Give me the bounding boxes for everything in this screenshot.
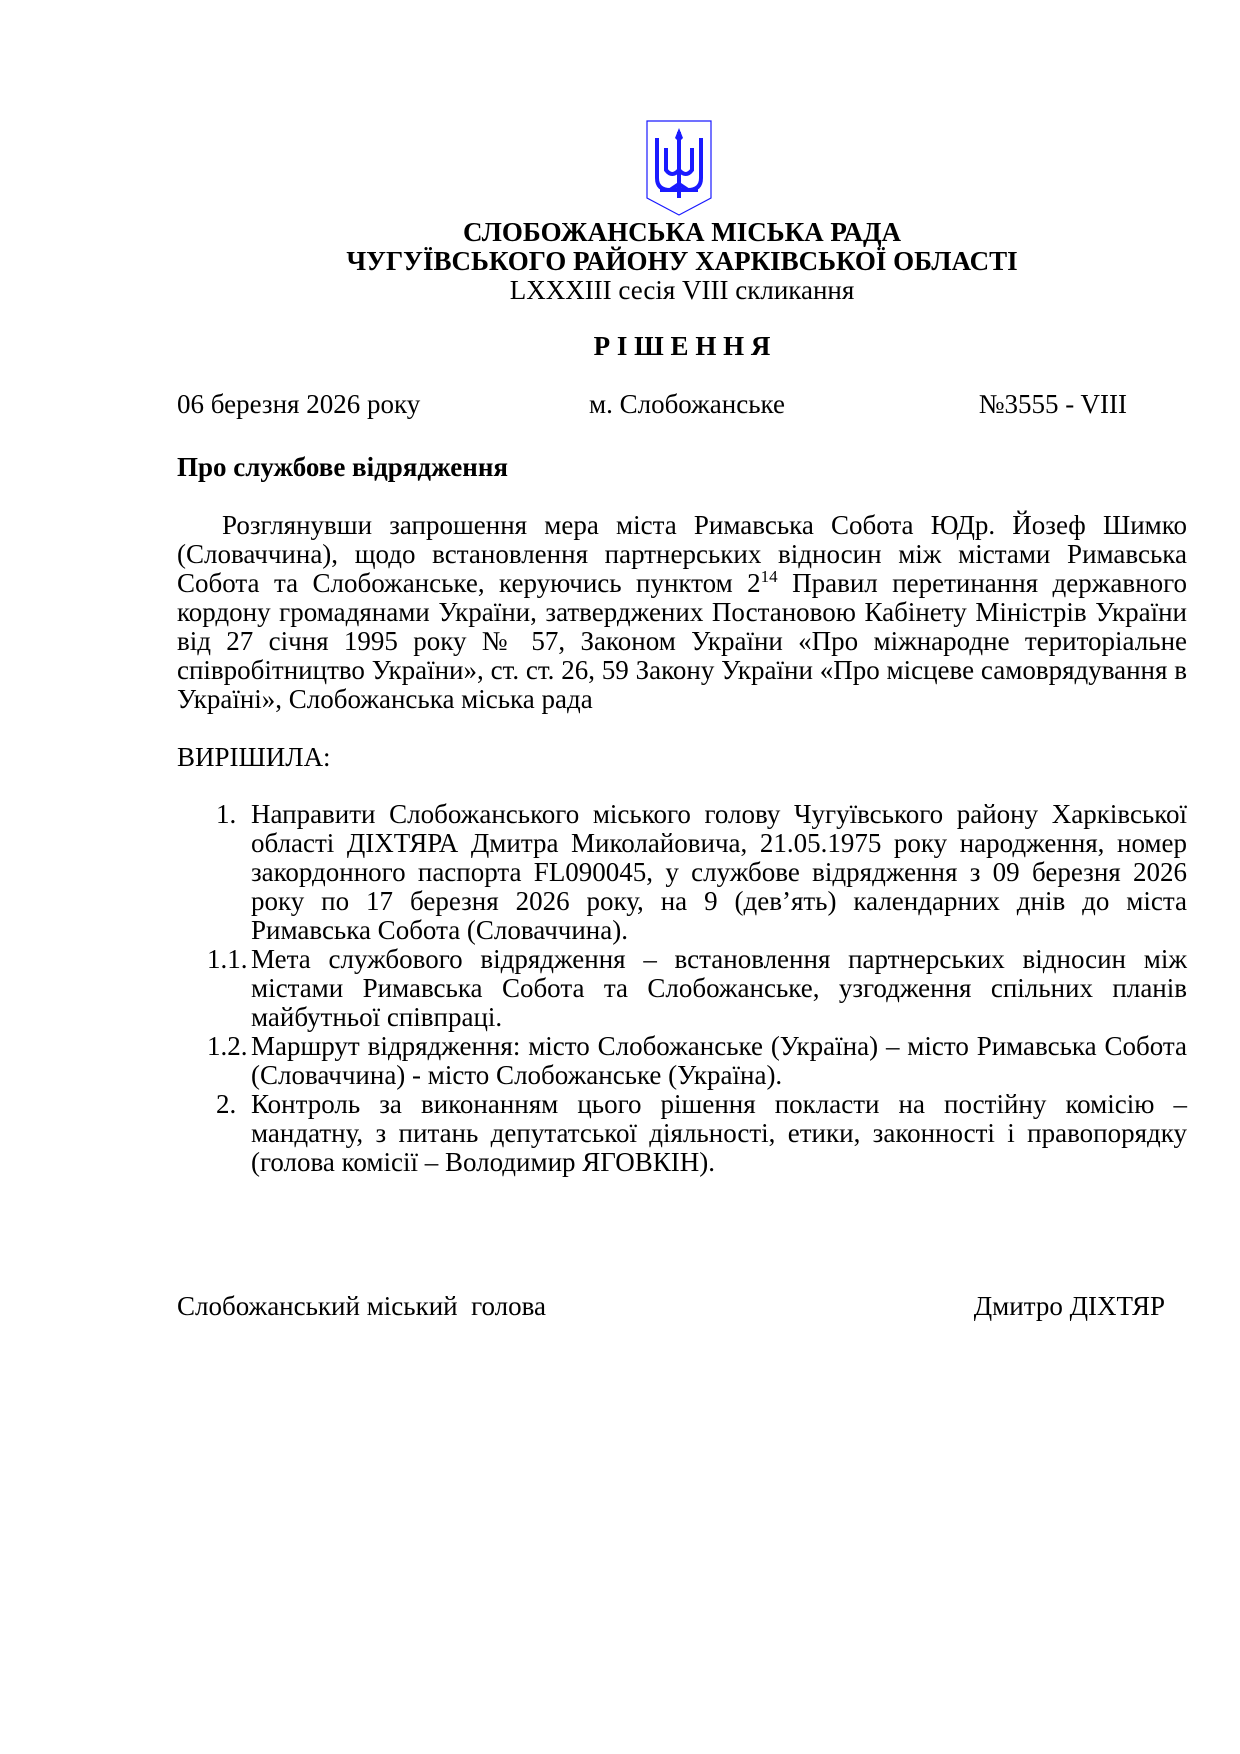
- item-number: 1.1.: [207, 944, 248, 974]
- signature-name: Дмитро ДІХТЯР: [973, 1291, 1165, 1321]
- decision-list: [177, 800, 1187, 1177]
- item-text: Мета службового відрядження – встановлення партнерських відносин між містами Римавська Собота та Слобожанське, узгодження спільних планів майбутньої співпраці.: [251, 944, 1187, 1032]
- preamble-superscript: 14: [760, 567, 778, 586]
- list-item: [216, 799, 1187, 945]
- signature-position: Слобожанський міський голова: [177, 1291, 546, 1321]
- document-body: [177, 511, 1187, 1321]
- document-subject: Про службове відрядження: [177, 452, 509, 482]
- signature-block: [177, 1292, 1187, 1321]
- document-type: Р І Ш Е Н Н Я: [593, 331, 771, 361]
- coat-of-arms-icon: [646, 120, 712, 216]
- preamble-text: Розглянувши запрошення мера міста Римавська Собота ЮДр. Йозеф Шимко (Словаччина), щодо встановлення партнерських відносин між містами Римавська Собота та Слобожанське, керуючись пунктом 2: [177, 510, 1187, 598]
- session-info: LXXXIII сесія VIII скликання: [509, 275, 855, 305]
- preamble-text-continued: Правил перетинання державного кордону громадянами України, затверджених Постановою Кабінету Міністрів України від 27 січня 1995 року № 57, Законом України «Про міжнародне територіальне співробітництво України», ст. ст. 26, 59 Закону України «Про місцеве самоврядування в Україні», Слобожанська міська рада: [177, 568, 1188, 714]
- list-item: [207, 1031, 1187, 1090]
- document-number: №3555 - VIII: [978, 389, 1127, 419]
- preamble-paragraph: [177, 511, 1187, 714]
- item-number: 2.: [216, 1089, 237, 1119]
- council-name: СЛОБОЖАНСЬКА МІСЬКА РАДА: [462, 217, 902, 247]
- item-text: Маршрут відрядження: місто Слобожанське (Україна) – місто Римавська Собота (Словаччина) - місто Слобожанське (Україна).: [251, 1031, 1187, 1090]
- document-date: 06 березня 2026 року: [177, 389, 421, 419]
- list-item: [216, 1089, 1187, 1177]
- resolved-heading: ВИРІШИЛА:: [177, 742, 331, 772]
- item-text: Направити Слобожанського міського голову Чугуївського району Харківської області ДІХТЯРА Дмитра Миколайовича, 21.05.1975 року народження, номер закордонного паспорта FL090045, у службове відрядження з 09 березня 2026 року по 17 березня 2026 року, на 9 (дев’ять) календарних днів до міста Римавська Собота (Словаччина).: [251, 799, 1187, 945]
- item-number: 1.: [216, 799, 237, 829]
- item-number: 1.2.: [207, 1031, 248, 1061]
- document-place: м. Слобожанське: [589, 389, 785, 419]
- district-name: ЧУГУЇВСЬКОГО РАЙОНУ ХАРКІВСЬКОЇ ОБЛАСТІ: [346, 246, 1018, 276]
- item-text: Контроль за виконанням цього рішення покласти на постійну комісію – мандатну, з питань депутатської діяльності, етики, законності і правопорядку (голова комісії – Володимир ЯГОВКІН).: [251, 1089, 1187, 1177]
- list-item: [207, 944, 1187, 1032]
